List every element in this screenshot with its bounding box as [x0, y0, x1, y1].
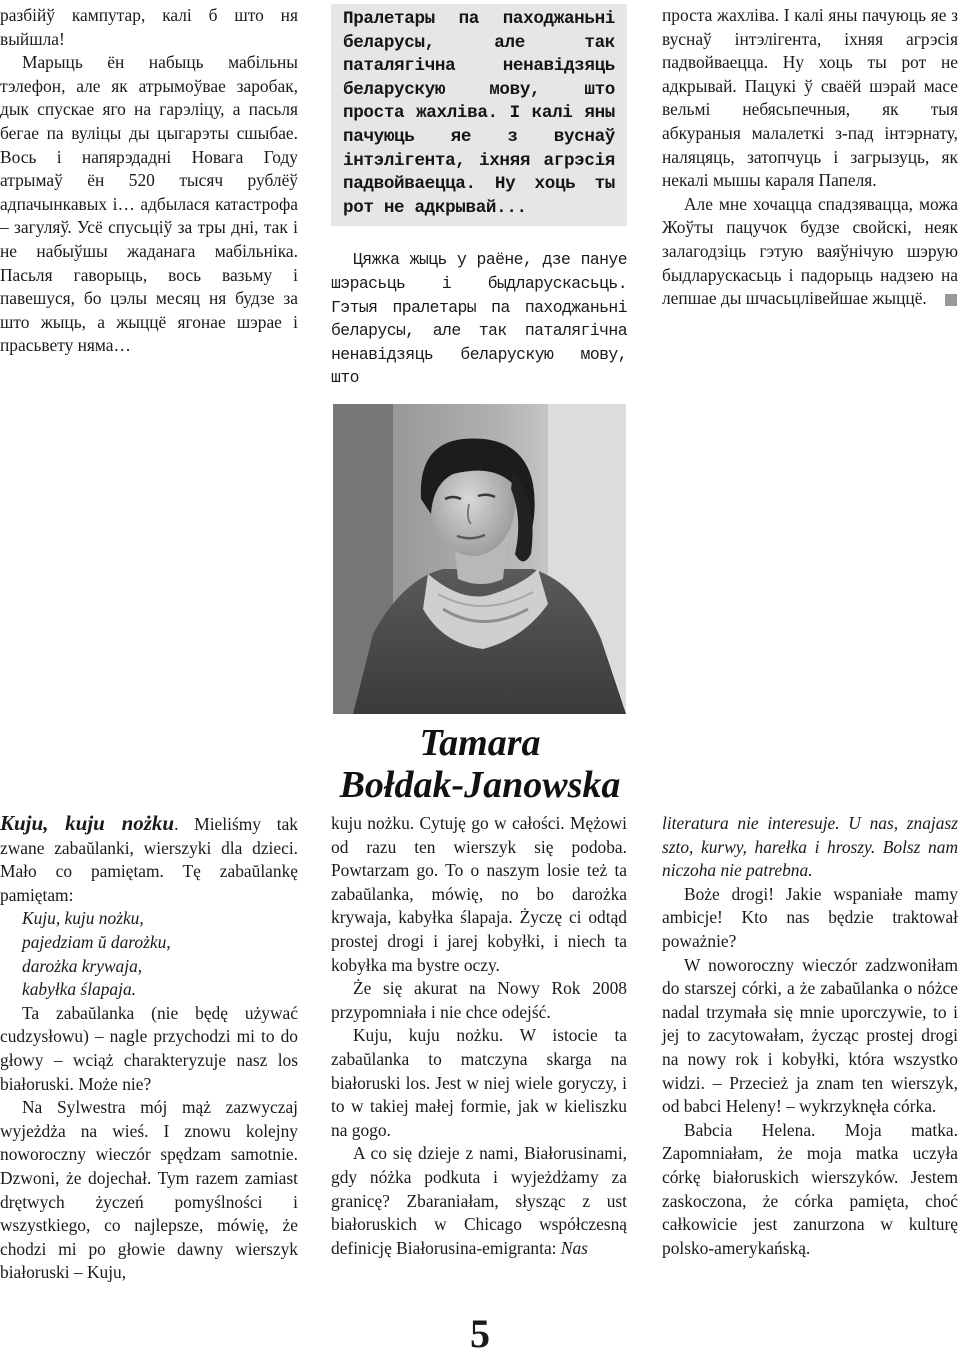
author-photo [333, 404, 626, 714]
pull-quote-box: Пралетары па паходжаньні беларусы, але так паталягічна ненавідзяць беларускую мову, што проста жахліва. І калі яны пачуюць яе з вуснаў інтэлігента, іхняя агрэсія падвойваецца. Ну хоць ты рот не адкрывай... [331, 4, 627, 226]
poem-line: kabyłka ślapaja. [22, 979, 136, 1000]
poem [0, 907, 298, 1001]
top-column-2 [331, 4, 627, 390]
bottom-column-1 [0, 812, 298, 1285]
paragraph: kuju nożku. Cytuję go w całości. Mężowi od razu ten wierszyk się podoba. Powtarzam go. To o naszym losie też ta zabaŭlanka, mówię, no bo darożka krywaja, kabyłka ślapaja. Życzę ci odtąd prostej drogi i jarej kobyłki, i niech ta kobyłka ma bystre oczy. [331, 813, 627, 975]
paragraph: Na Sylwestra mój mąż zazwyczaj wyjeżdża na wieś. I znowu kolejny noworoczny wieczór spędzam samotnie. Dzwoni, że dojechał. Tym razem zamiast drętwych życzeń pomyślności i wszystkiego, co najlepsze, mówię, że chodzi mi po głowie dawny wierszyk białoruski – Kuju, [0, 1097, 298, 1283]
author-name [320, 722, 640, 806]
paragraph: Że się akurat na Nowy Rok 2008 przypomniała i nie chce odejść. [331, 978, 627, 1022]
paragraph-text: A co się dzieje z nami, Białorusinami, gdy nóżka podkuta i wyjeżdżamy za granicę? Zbaraniałam, słysząc z ust białoruskich w Chicago współczesną definicję Białorusina-emigranta: [331, 1143, 627, 1258]
page-number: 5 [470, 1311, 490, 1356]
paragraph: проста жахліва. І калі яны пачуюць яе з вуснаў інтэлігента, іхняя агрэсія падвойваецца. Ну хоць ты рот не адкрывай. Пацукі ў сваёй шэрай масе вельмі небясьпечныя, як тыя абкураныя малалеткі з-пад інтэрнату, наляцяць, затопчуць і загрызуць, як некалі мышы караля Папеля. [662, 5, 958, 191]
paragraph: Babcia Helena. Moja matka. Zapomniałam, że moja matka uczyła córkę białoruskich wierszyków. Jestem zaskoczona, że córka pamięta, choć całkowicie jest zanurzona w kulturę polsko-amerykańską. [662, 1119, 958, 1258]
paragraph: Марыць ён набыць мабільны тэлефон, але як атрымоўвае заробак, дык спускае яго на гарэліцу, а пасьля бегае па вуліцы ды цыгарэты сшыбае. Вось і напярэдадні Новага Году атрымаў ён 520 тысяч рублёў адпачынкавых і… адбылася катастрофа – загуляў. Усё спусьціў за тры дні, так і не набыўшы жаданага мабільніка. Пасьля гаворыць, вось вазьму і павешуся, бо цэлы месяц ня будзе за што жыць, а жыццё ягонае шэрае і прасьвету няма… [0, 52, 298, 356]
top-column-3 [662, 4, 958, 311]
paragraph-text: Але мне хочацца спадзявацца, можа Жоўты пацучок будзе свойскі, неяк залагодзіць гэтую ваяўнічую шэрую быдларускасьць і падорыць надзею на лепшае ды шчасьцлівейшае жыццё. [662, 193, 958, 309]
paragraph: Boże drogi! Jakie wspaniałe mamy ambicje! Kto nas będzie traktował poważnie? [662, 883, 958, 951]
paragraph: Kuju, kuju nożku. W istocie ta zabaŭlanka to matczyna skarga na białoruski los. Jest w niej wiele goryczy, i to w takiej małej formie, jak w kieliszku na gogo. [331, 1025, 627, 1140]
poem-line: darożka krywaja, [22, 955, 143, 976]
author-first-name: Tamara [419, 722, 541, 764]
quote-italic: Nas [560, 1237, 588, 1258]
quote-italic: literatura nie interesuje. U nas, znajasz szto, kurwy, harełka i hroszy. Bolsz nam niczoha nie patrebna. [662, 813, 958, 881]
paragraph: Цяжка жыць у раёне, дзе пануе шэрасьць і быдларускасьць. Гэтыя пралетары па паходжаньні беларусы, але так паталягічна ненавідзяць беларускую мову, што [331, 250, 627, 388]
paragraph-last [662, 193, 958, 311]
author-last-name: Bołdak-Janowska [339, 764, 621, 806]
poem-line: Kuju, kuju nożku, [22, 908, 144, 929]
bottom-column-2 [331, 812, 627, 1260]
poem-line: pajedziam ŭ darożku, [22, 931, 171, 952]
paragraph: Ta zabaŭlanka (nie będę używać cudzysłowu) – nagle przychodzi mi to do głowy – wciąż charakteryzuje nasz los białoruski. Może nie? [0, 1002, 298, 1094]
paragraph: W noworoczny wieczór zadzwoniłam do starszej córki, a że zabaŭlanka o nóżce nadal trzymała się mnie uporczywie, to i jej to zacytowałam, życząc prostej drogi na nowy rok i kobyłki, która wszystko widzi. – Przecież ja znam ten wierszyk, od babci Heleny! – wykrzyknęła córka. [662, 954, 958, 1117]
paragraph [0, 812, 298, 907]
portrait-photo-illustration [333, 404, 626, 714]
run-in-title: Kuju, kuju nożku [0, 811, 175, 835]
paragraph-text: . Mieliśmy tak zwane zabaŭlanki, wierszyki dla dzieci. Mało co pamiętam. Tę zabaŭlankę pamiętam: [0, 814, 298, 905]
paragraph: разбійў кампутар, калі б што ня выйшла! [0, 5, 298, 49]
top-column-1 [0, 4, 298, 358]
end-of-article-square-icon [945, 294, 957, 306]
paragraph [331, 1142, 627, 1260]
bottom-column-3 [662, 812, 958, 1260]
